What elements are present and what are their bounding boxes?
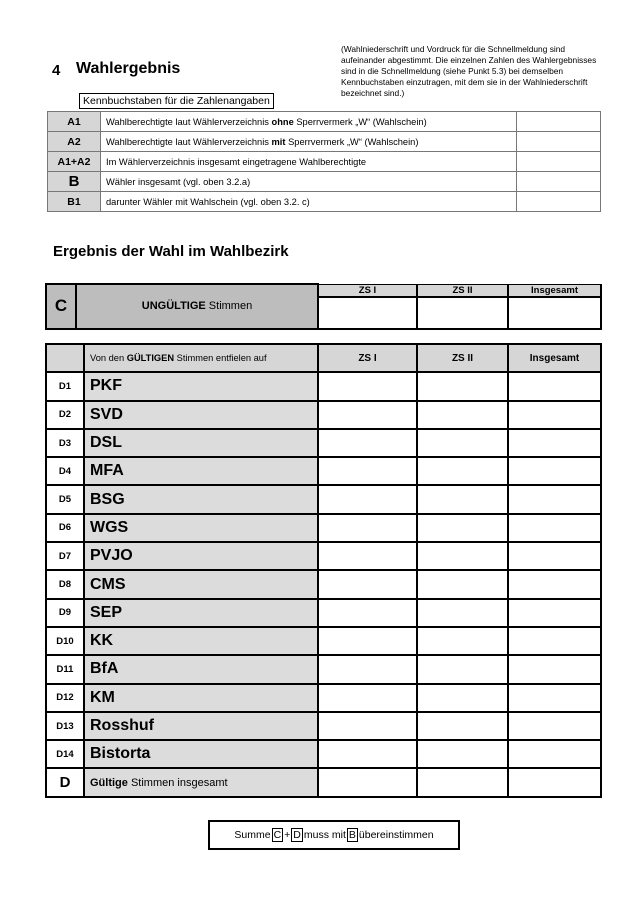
- party-code: D11: [46, 655, 84, 683]
- party-code: D2: [46, 401, 84, 429]
- party-name: SEP: [84, 599, 318, 627]
- party-total-cell[interactable]: [508, 570, 601, 598]
- party-zs2-cell[interactable]: [417, 655, 508, 683]
- party-zs1-cell[interactable]: [318, 542, 417, 570]
- party-zs2-cell[interactable]: [417, 457, 508, 485]
- kennzahl-description: darunter Wähler mit Wahlschein (vgl. oben 3.2. c): [101, 192, 517, 212]
- kennzahl-code: B: [48, 172, 101, 192]
- party-name: Bistorta: [84, 740, 318, 768]
- valid-total-zs2-cell[interactable]: [417, 768, 508, 796]
- party-zs1-cell[interactable]: [318, 684, 417, 712]
- kennzahl-description: Wahlberechtigte laut Wählerverzeichnis mit Sperrvermerk „W“ (Wahlschein): [101, 132, 517, 152]
- party-row: [46, 401, 601, 429]
- party-zs2-cell[interactable]: [417, 514, 508, 542]
- invalid-votes-label: UNGÜLTIGE Stimmen: [76, 284, 318, 329]
- invalid-zs2-cell[interactable]: [417, 297, 508, 329]
- party-name: WGS: [84, 514, 318, 542]
- party-code: D13: [46, 712, 84, 740]
- section-note: (Wahlniederschrift und Vordruck für die Schnellmeldung sind aufeinander abgestimmt. Die einzelnen Zahlen des Wahlergebnisses sind in die Schnellmeldung (siehe Punkt 5.3) bei demselben Kennbuchstaben einzutragen, mit dem sie in der Wahlniederschrift bezeichnet sind.): [341, 44, 597, 98]
- kennzahl-description: Wahlberechtigte laut Wählerverzeichnis ohne Sperrvermerk „W“ (Wahlschein): [101, 112, 517, 132]
- party-zs1-cell[interactable]: [318, 457, 417, 485]
- party-row: [46, 684, 601, 712]
- party-zs1-cell[interactable]: [318, 712, 417, 740]
- col-header-zs2: ZS II: [417, 344, 508, 372]
- party-total-cell[interactable]: [508, 542, 601, 570]
- invalid-votes-table: [45, 283, 602, 330]
- party-zs1-cell[interactable]: [318, 599, 417, 627]
- party-zs1-cell[interactable]: [318, 570, 417, 598]
- code-d: D: [46, 768, 84, 796]
- kennzahl-description: Im Wählerverzeichnis insgesamt eingetragene Wahlberechtigte: [101, 152, 517, 172]
- kennzahl-value-cell[interactable]: [517, 132, 601, 152]
- kennbuchstaben-label: Kennbuchstaben für die Zahlenangaben: [79, 93, 274, 109]
- col-header-zs2: ZS II: [417, 284, 508, 297]
- section-title: Wahlergebnis: [76, 60, 181, 77]
- party-code: D14: [46, 740, 84, 768]
- party-zs2-cell[interactable]: [417, 627, 508, 655]
- party-code: D10: [46, 627, 84, 655]
- party-row: [46, 627, 601, 655]
- party-code: D1: [46, 372, 84, 400]
- party-zs2-cell[interactable]: [417, 429, 508, 457]
- party-row: [46, 542, 601, 570]
- valid-total-row: [46, 768, 601, 796]
- valid-total-zs1-cell[interactable]: [318, 768, 417, 796]
- party-zs1-cell[interactable]: [318, 372, 417, 400]
- invalid-total-cell[interactable]: [508, 297, 601, 329]
- valid-votes-header: Von den GÜLTIGEN Stimmen entfielen auf: [84, 344, 318, 372]
- party-zs2-cell[interactable]: [417, 684, 508, 712]
- kennzahl-value-cell[interactable]: [517, 172, 601, 192]
- valid-total-label: Gültige Stimmen insgesamt: [84, 768, 318, 796]
- party-name: SVD: [84, 401, 318, 429]
- code-c: C: [46, 284, 76, 329]
- kennzahl-row: [48, 172, 601, 192]
- kennzahlen-table: [47, 111, 601, 212]
- party-name: KK: [84, 627, 318, 655]
- party-code: D9: [46, 599, 84, 627]
- party-total-cell[interactable]: [508, 429, 601, 457]
- party-row: [46, 740, 601, 768]
- party-total-cell[interactable]: [508, 401, 601, 429]
- party-total-cell[interactable]: [508, 485, 601, 513]
- col-header-zs1: ZS I: [318, 284, 417, 297]
- party-row: [46, 372, 601, 400]
- party-name: KM: [84, 684, 318, 712]
- summe-c-box: C: [273, 829, 282, 841]
- kennzahl-code: A1+A2: [48, 152, 101, 172]
- summe-check-box: Summe C + D muss mit B übereinstimmen: [208, 820, 460, 850]
- party-code: D5: [46, 485, 84, 513]
- party-name: Rosshuf: [84, 712, 318, 740]
- party-name: BSG: [84, 485, 318, 513]
- party-code: D8: [46, 570, 84, 598]
- party-code: D12: [46, 684, 84, 712]
- party-total-cell[interactable]: [508, 712, 601, 740]
- summe-b-box: B: [348, 829, 356, 841]
- party-zs2-cell[interactable]: [417, 712, 508, 740]
- valid-votes-table: [45, 343, 602, 798]
- kennzahl-description: Wähler insgesamt (vgl. oben 3.2.a): [101, 172, 517, 192]
- party-zs2-cell[interactable]: [417, 401, 508, 429]
- party-code: D7: [46, 542, 84, 570]
- party-name: PKF: [84, 372, 318, 400]
- party-code: D3: [46, 429, 84, 457]
- party-zs1-cell[interactable]: [318, 429, 417, 457]
- party-name: CMS: [84, 570, 318, 598]
- party-row: [46, 712, 601, 740]
- kennzahl-row: [48, 132, 601, 152]
- party-row: [46, 570, 601, 598]
- party-row: [46, 655, 601, 683]
- party-zs1-cell[interactable]: [318, 485, 417, 513]
- party-name: MFA: [84, 457, 318, 485]
- kennzahl-code: B1: [48, 192, 101, 212]
- party-total-cell[interactable]: [508, 684, 601, 712]
- party-name: BfA: [84, 655, 318, 683]
- party-zs1-cell[interactable]: [318, 655, 417, 683]
- invalid-zs1-cell[interactable]: [318, 297, 417, 329]
- party-code: D6: [46, 514, 84, 542]
- section-number: 4: [52, 62, 61, 79]
- col-header-insgesamt: Insgesamt: [508, 284, 601, 297]
- kennzahl-row: [48, 192, 601, 212]
- party-total-cell[interactable]: [508, 514, 601, 542]
- party-total-cell[interactable]: [508, 457, 601, 485]
- party-name: PVJO: [84, 542, 318, 570]
- party-name: DSL: [84, 429, 318, 457]
- party-zs1-cell[interactable]: [318, 514, 417, 542]
- party-zs2-cell[interactable]: [417, 485, 508, 513]
- party-zs2-cell[interactable]: [417, 570, 508, 598]
- kennzahl-value-cell[interactable]: [517, 192, 601, 212]
- party-zs1-cell[interactable]: [318, 740, 417, 768]
- party-total-cell[interactable]: [508, 372, 601, 400]
- kennzahl-code: A2: [48, 132, 101, 152]
- party-code: D4: [46, 457, 84, 485]
- party-row: [46, 514, 601, 542]
- party-total-cell[interactable]: [508, 599, 601, 627]
- party-zs2-cell[interactable]: [417, 372, 508, 400]
- party-zs1-cell[interactable]: [318, 401, 417, 429]
- party-row: [46, 429, 601, 457]
- party-total-cell[interactable]: [508, 655, 601, 683]
- party-zs2-cell[interactable]: [417, 599, 508, 627]
- party-zs1-cell[interactable]: [318, 627, 417, 655]
- col-header-insgesamt: Insgesamt: [508, 344, 601, 372]
- summe-d-box: D: [293, 829, 301, 841]
- header-code-cell: [46, 344, 84, 372]
- kennzahl-value-cell[interactable]: [517, 112, 601, 132]
- kennzahl-row: [48, 152, 601, 172]
- party-zs2-cell[interactable]: [417, 740, 508, 768]
- kennzahl-code: A1: [48, 112, 101, 132]
- kennzahl-value-cell[interactable]: [517, 152, 601, 172]
- party-row: [46, 599, 601, 627]
- party-zs2-cell[interactable]: [417, 542, 508, 570]
- party-row: [46, 485, 601, 513]
- party-total-cell[interactable]: [508, 627, 601, 655]
- col-header-zs1: ZS I: [318, 344, 417, 372]
- ergebnis-title: Ergebnis der Wahl im Wahlbezirk: [53, 243, 289, 260]
- party-row: [46, 457, 601, 485]
- party-total-cell[interactable]: [508, 740, 601, 768]
- kennzahl-row: [48, 112, 601, 132]
- valid-total-insgesamt-cell[interactable]: [508, 768, 601, 796]
